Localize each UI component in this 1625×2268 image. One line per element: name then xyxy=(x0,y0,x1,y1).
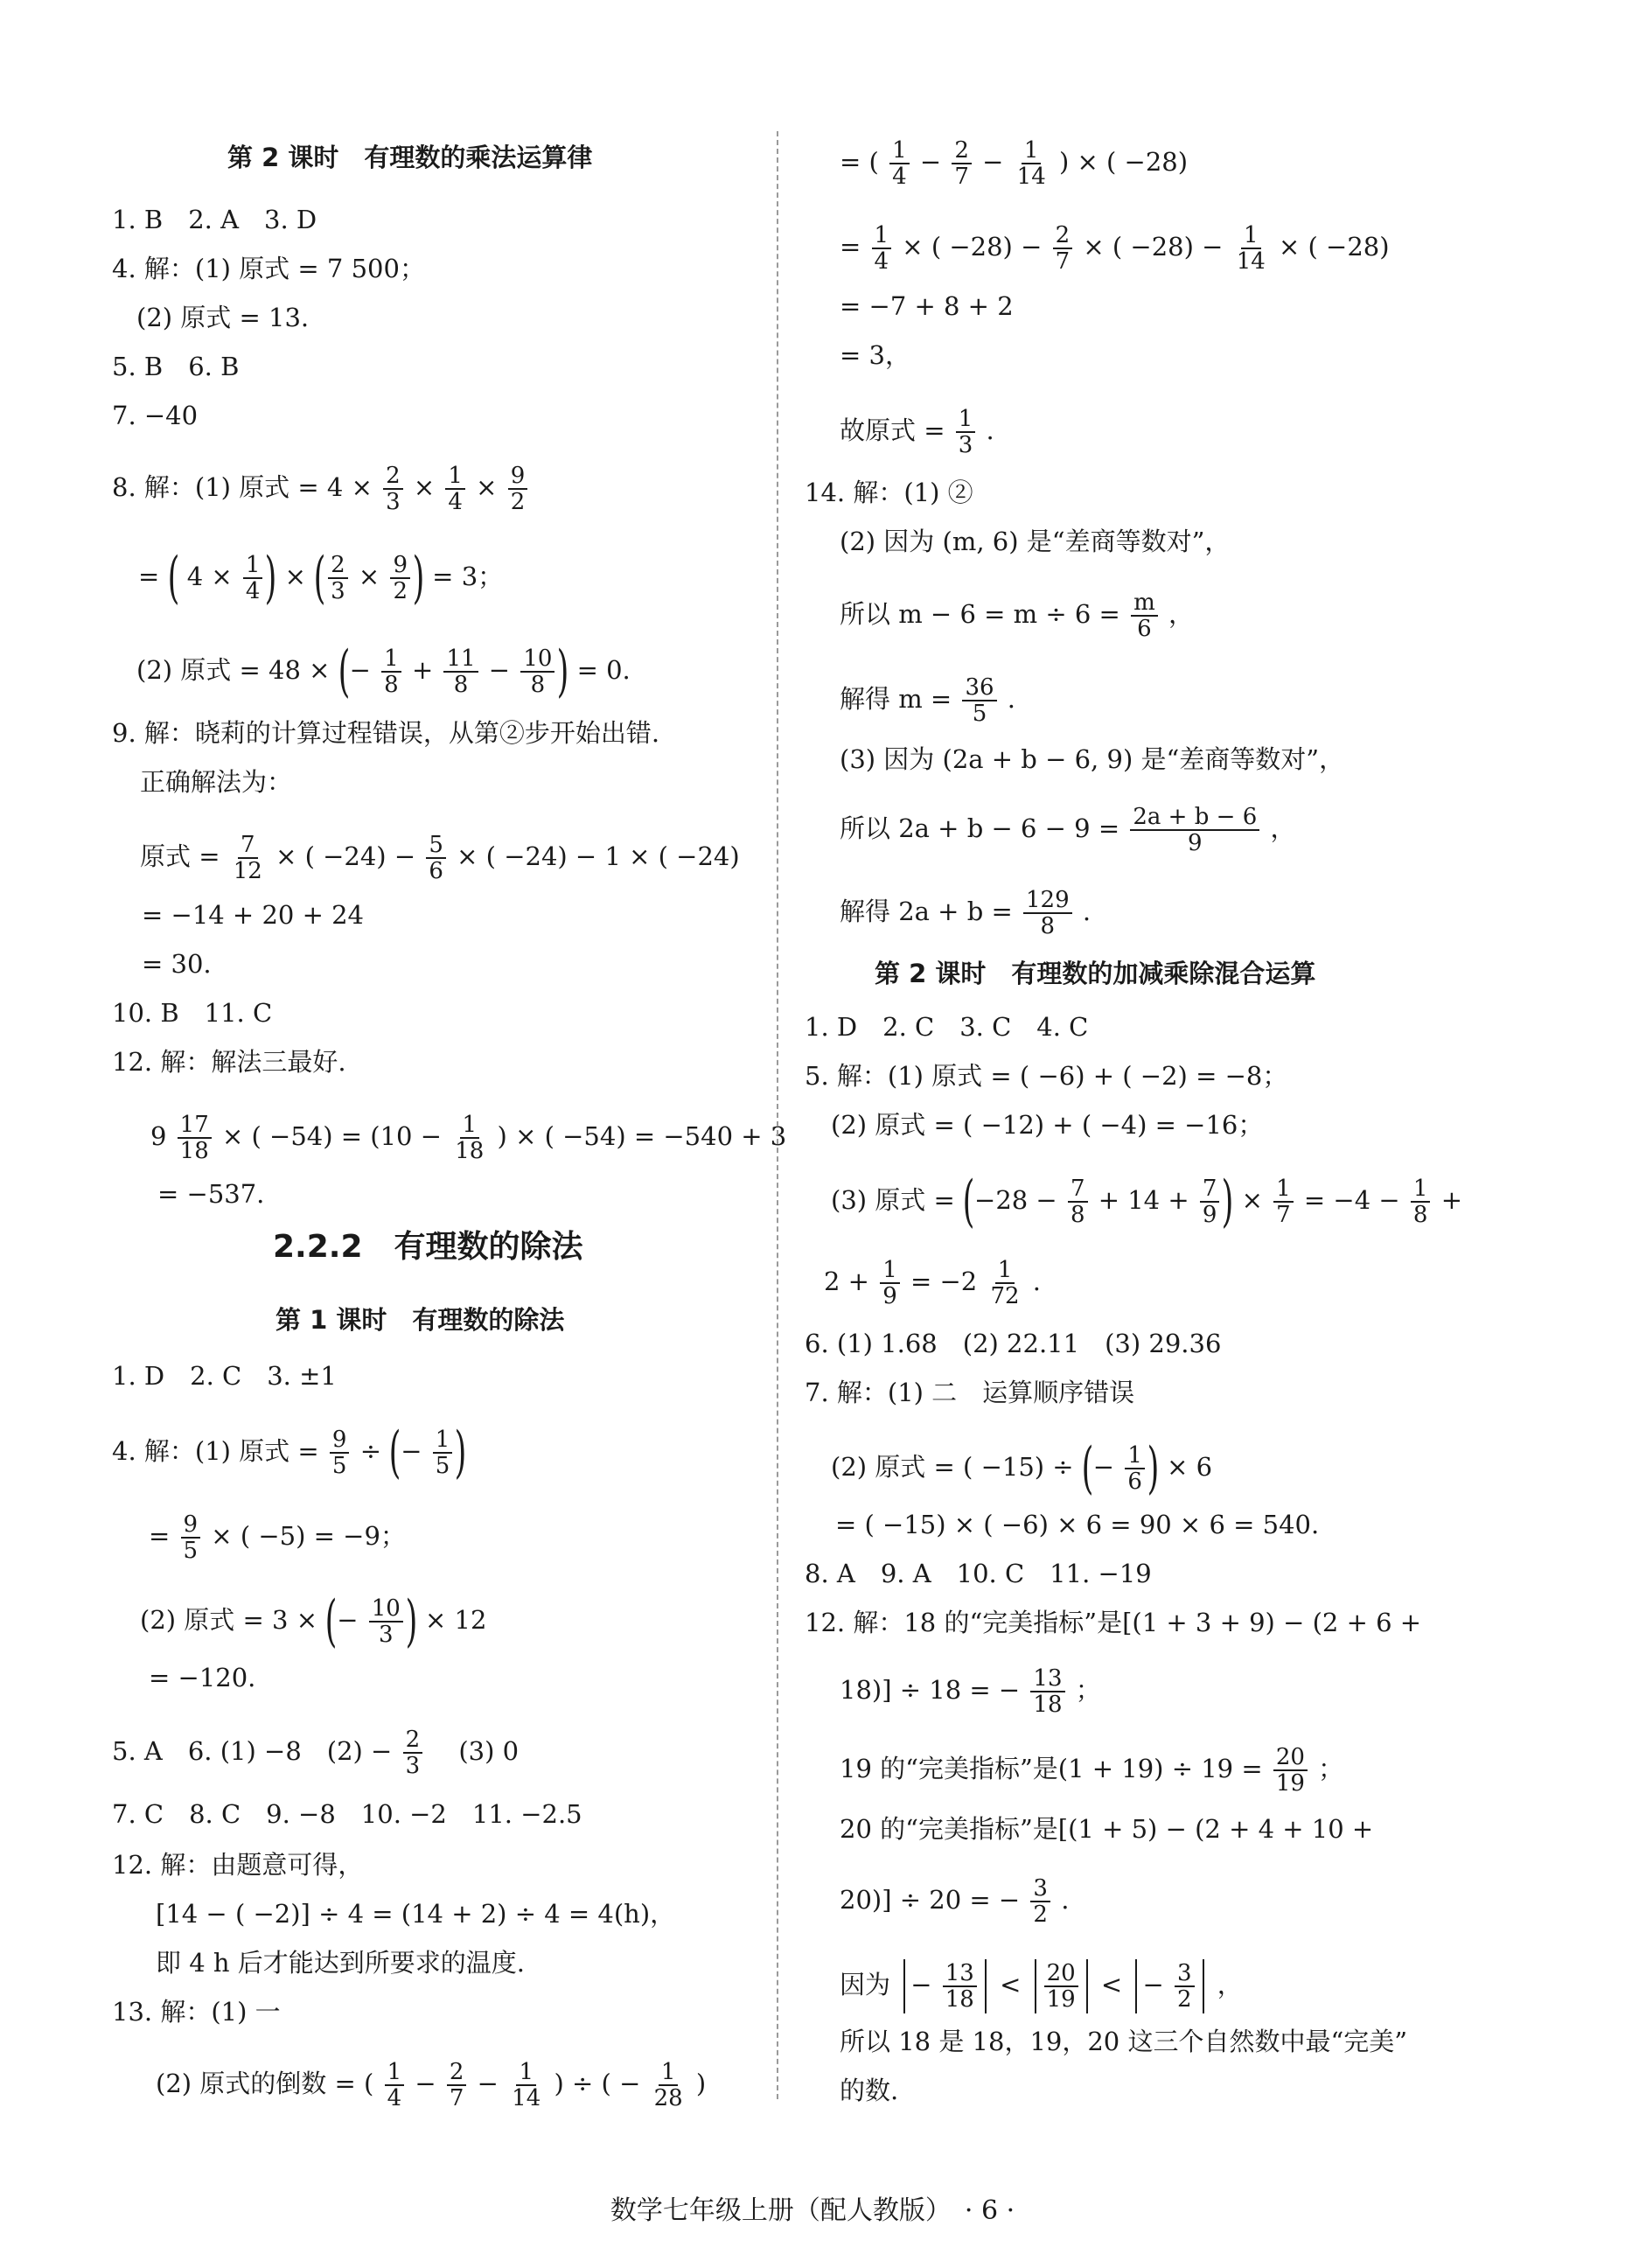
answer-line: 9 $\frac{17}{18}$ × ( −54) = (10 − $\frac{1}{18}$ ) × ( −54) = −540 + 3 xyxy=(150,1112,787,1164)
answer-line: 10. B 11. C xyxy=(112,998,273,1028)
answer-line: 5. A 6. (1) −8 (2) − $\frac{2}{3}$ (3) 0 xyxy=(112,1727,520,1779)
answer-line: = −537. xyxy=(157,1179,265,1209)
answer-line: 即 4 h 后才能达到所要求的温度. xyxy=(156,1948,526,1978)
answer-line: 5. 解：(1) 原式 = ( −6) + ( −2) = −8； xyxy=(805,1061,1288,1091)
answer-line: 7. C 8. C 9. −8 10. −2 11. −2.5 xyxy=(112,1799,582,1829)
answer-line: 2 + $\frac{1}{9}$ = −2 $\frac{1}{72}$ . xyxy=(824,1257,1041,1309)
answer-line: 原式 = $\frac{7}{12}$ × ( −24) − $\frac{5}{6}$ × ( −24) − 1 × ( −24) xyxy=(140,832,740,884)
answer-line: 1. D 2. C 3. C 4. C xyxy=(805,1012,1089,1042)
answer-line: (2) 原式 = ( −12) + ( −4) = −16； xyxy=(831,1110,1264,1140)
answer-line: 因为 − $\frac{13}{18}$ < $\frac{20}{19}$ < − $\frac{3}{2}$ ， xyxy=(840,1960,1243,2013)
answer-line: = −14 + 20 + 24 xyxy=(142,900,364,930)
answer-line: 20 的“完美指标”是[(1 + 5) − (2 + 4 + 10 + xyxy=(840,1814,1374,1844)
answer-line: (3) 原式 = (−28 − $\frac{7}{8}$ + 14 + $\frac{7}{9}$ ) × $\frac{1}{7}$ = −4 − $\frac{1}{8}$ + xyxy=(831,1169,1462,1234)
answer-line: 12. 解：由题意可得， xyxy=(112,1850,364,1880)
answer-line: 6. (1) 1.68 (2) 22.11 (3) 29.36 xyxy=(805,1329,1222,1358)
section-heading: 2.2.2 有理数的除法 xyxy=(273,1229,583,1265)
column-divider xyxy=(777,131,778,2099)
answer-line: 9. 解：晓莉的计算过程错误，从第②步开始出错. xyxy=(112,718,660,748)
answer-line: = $\frac{9}{5}$ × ( −5) = −9； xyxy=(149,1511,406,1564)
answer-line: = −120. xyxy=(149,1663,256,1692)
answer-line: 解得 2a + b = $\frac{129}{8}$ . xyxy=(840,887,1091,939)
section-heading: 第 2 课时 有理数的加减乘除混合运算 xyxy=(875,959,1316,988)
answer-line: (2) 原式 = 48 × (− $\frac{1}{8}$ + $\frac{11}{8}$ − $\frac{10}{8}$ ) = 0. xyxy=(136,639,631,704)
answer-line: 5. B 6. B xyxy=(112,352,240,381)
answer-line: = $\frac{1}{4}$ × ( −28) − $\frac{2}{7}$ × ( −28) − $\frac{1}{14}$ × ( −28) xyxy=(840,222,1390,275)
answer-line: (2) 原式的倒数 = ( $\frac{1}{4}$ − $\frac{2}{7}$ − $\frac{1}{14}$ ) ÷ ( − $\frac{1}{28}$ ) xyxy=(156,2059,707,2111)
answer-line: 13. 解：(1) 一 xyxy=(112,1997,281,2027)
answer-line: 正确解法为： xyxy=(140,767,293,797)
answer-line: 12. 解：18 的“完美指标”是[(1 + 3 + 9) − (2 + 6 + xyxy=(805,1608,1422,1637)
answer-line: 7. −40 xyxy=(112,401,199,430)
section-heading: 第 2 课时 有理数的乘法运算律 xyxy=(227,143,593,172)
answer-line: 故原式 = $\frac{1}{3}$ . xyxy=(840,406,994,458)
answer-line: 1. D 2. C 3. ±1 xyxy=(112,1361,337,1391)
page-footer: 数学七年级上册（配人教版） · 6 · xyxy=(610,2195,1015,2226)
answer-line: 所以 m − 6 = m ÷ 6 = $\frac{m}{6}$ ， xyxy=(840,590,1194,642)
answer-line: 解得 m = $\frac{36}{5}$ . xyxy=(840,674,1015,727)
answer-line: 8. A 9. A 10. C 11. −19 xyxy=(805,1559,1152,1588)
answer-line: (2) 因为 (m, 6) 是“差商等数对”， xyxy=(840,527,1231,556)
answer-line: [14 − ( −2)] ÷ 4 = (14 + 2) ÷ 4 = 4(h)， xyxy=(156,1899,676,1929)
answer-line: = ( $\frac{1}{4}$ − $\frac{2}{7}$ − $\frac{1}{14}$ ) × ( −28) xyxy=(840,137,1189,190)
section-heading: 第 1 课时 有理数的除法 xyxy=(275,1305,565,1335)
answer-line: 8. 解：(1) 原式 = 4 × $\frac{2}{3}$ × $\frac{1}{4}$ × $\frac{9}{2}$ xyxy=(112,464,530,514)
answer-line: 的数. xyxy=(840,2076,899,2105)
answer-line: 4. 解：(1) 原式 = $\frac{9}{5}$ ÷ (− $\frac{1}{5}$ ) xyxy=(112,1420,467,1485)
answer-line: 1. B 2. A 3. D xyxy=(112,205,317,234)
answer-line: 所以 2a + b − 6 − 9 = $\frac{2a + b - 6}{9}$ ， xyxy=(840,804,1296,856)
answer-line: 20)] ÷ 20 = − $\frac{3}{2}$ . xyxy=(840,1875,1070,1928)
answer-line: = −7 + 8 + 2 xyxy=(840,291,1014,321)
answer-line: 4. 解：(1) 原式 = 7 500； xyxy=(112,254,425,283)
answer-line: = 3， xyxy=(840,340,910,370)
answer-line: = ( −15) × ( −6) × 6 = 90 × 6 = 540. xyxy=(835,1510,1320,1539)
answer-line: 19 的“完美指标”是(1 + 19) ÷ 19 = $\frac{20}{19}$ ； xyxy=(840,1744,1344,1797)
answer-line: 所以 18 是 18，19，20 这三个自然数中最“完美” xyxy=(840,2027,1408,2056)
answer-line: = 30. xyxy=(142,949,212,979)
answer-line: 14. 解：(1) ② xyxy=(805,478,973,507)
answer-line: (2) 原式 = ( −15) ÷ (− $\frac{1}{6}$ ) × 6 xyxy=(831,1436,1213,1501)
answer-line: = ( 4 × $\frac{1}{4}$ ) × ( $\frac{2}{3}$ × $\frac{9}{2}$ ) = 3； xyxy=(138,546,504,611)
answer-line: (3) 因为 (2a + b − 6, 9) 是“差商等数对”， xyxy=(840,744,1345,774)
answer-line: 7. 解：(1) 二 运算顺序错误 xyxy=(805,1378,1135,1407)
answer-line: (2) 原式 = 13. xyxy=(136,303,310,332)
answer-line: 18)] ÷ 18 = − $\frac{13}{18}$ ； xyxy=(840,1665,1101,1718)
answer-line: (2) 原式 = 3 × (− $\frac{10}{3}$ ) × 12 xyxy=(140,1589,487,1654)
answer-line: 12. 解：解法三最好. xyxy=(112,1047,346,1077)
